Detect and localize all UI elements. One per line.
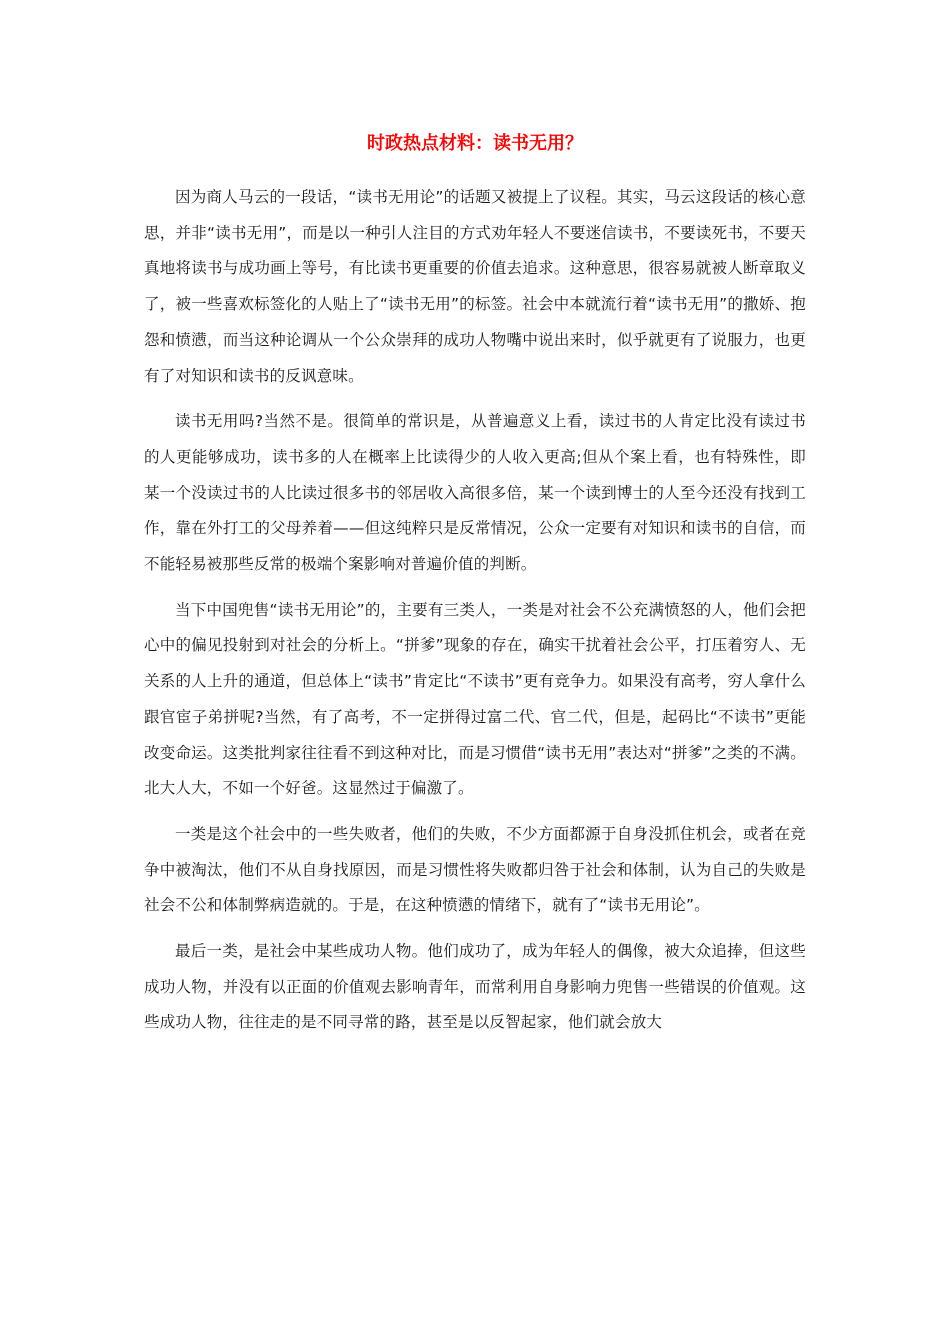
article-body [144,180,806,1051]
page-title: 时政热点材料：读书无用？ [367,133,583,154]
paragraph-3: 当下中国兜售“读书无用论”的，主要有三类人，一类是对社会不公充满愤怒的人，他们会把心中的偏见投射到对社会的分析上。“拼爹”现象的存在，确实干扰着社会公平，打压着穷人、无关系的人上升的通道，但总体上“读书”肯定比“不读书”更有竞争力。如果没有高考，穷人拿什么跟官宦子弟拼呢?当然，有了高考，不一定拼得过富二代、官二代，但是，起码比“不读书”更能改变命运。这类批判家往往看不到这种对比，而是习惯借“读书无用”表达对“拼爹”之类的不满。北大人大，不如一个好爸。这显然过于偏激了。 [144,600,806,798]
paragraph-1: 因为商人马云的一段话，“读书无用论”的话题又被提上了议程。其实，马云这段话的核心意思，并非“读书无用”，而是以一种引人注目的方式劝年轻人不要迷信读书，不要读死书，不要天真地将读书与成功画上等号，有比读书更重要的价值去追求。这种意思，很容易就被人断章取义了，被一些喜欢标签化的人贴上了“读书无用”的标签。社会中本就流行着“读书无用”的撒娇、抱怨和愤懑，而当这种论调从一个公众崇拜的成功人物嘴中说出来时，似乎就更有了说服力，也更有了对知识和读书的反讽意味。 [144,188,806,385]
paragraph-5: 最后一类，是社会中某些成功人物。他们成功了，成为年轻人的偶像，被大众追捧，但这些成功人物，并没有以正面的价值观去影响青年，而常利用自身影响力兜售一些错误的价值观。这些成功人物，往往走的是不同寻常的路，甚至是以反智起家，他们就会放大 [144,942,806,1032]
paragraph-2: 读书无用吗?当然不是。很简单的常识是，从普遍意义上看，读过书的人肯定比没有读过书的人更能够成功，读书多的人在概率上比读得少的人收入更高;但从个案上看，也有特殊性，即某一个没读过书的人比读过很多书的邻居收入高很多倍，某一个读到博士的人至今还没有找到工作，靠在外打工的父母养着——但这纯粹只是反常情况，公众一定要有对知识和读书的自信，而不能轻易被那些反常的极端个案影响对普遍价值的判断。 [144,412,806,574]
paragraph-4: 一类是这个社会中的一些失败者，他们的失败，不少方面都源于自身没抓住机会，或者在竞争中被淘汰，他们不从自身找原因，而是习惯性将失败都归咎于社会和体制，认为自己的失败是社会不公和体制弊病造就的。于是，在这种愤懑的情绪下，就有了“读书无用论”。 [144,824,806,915]
